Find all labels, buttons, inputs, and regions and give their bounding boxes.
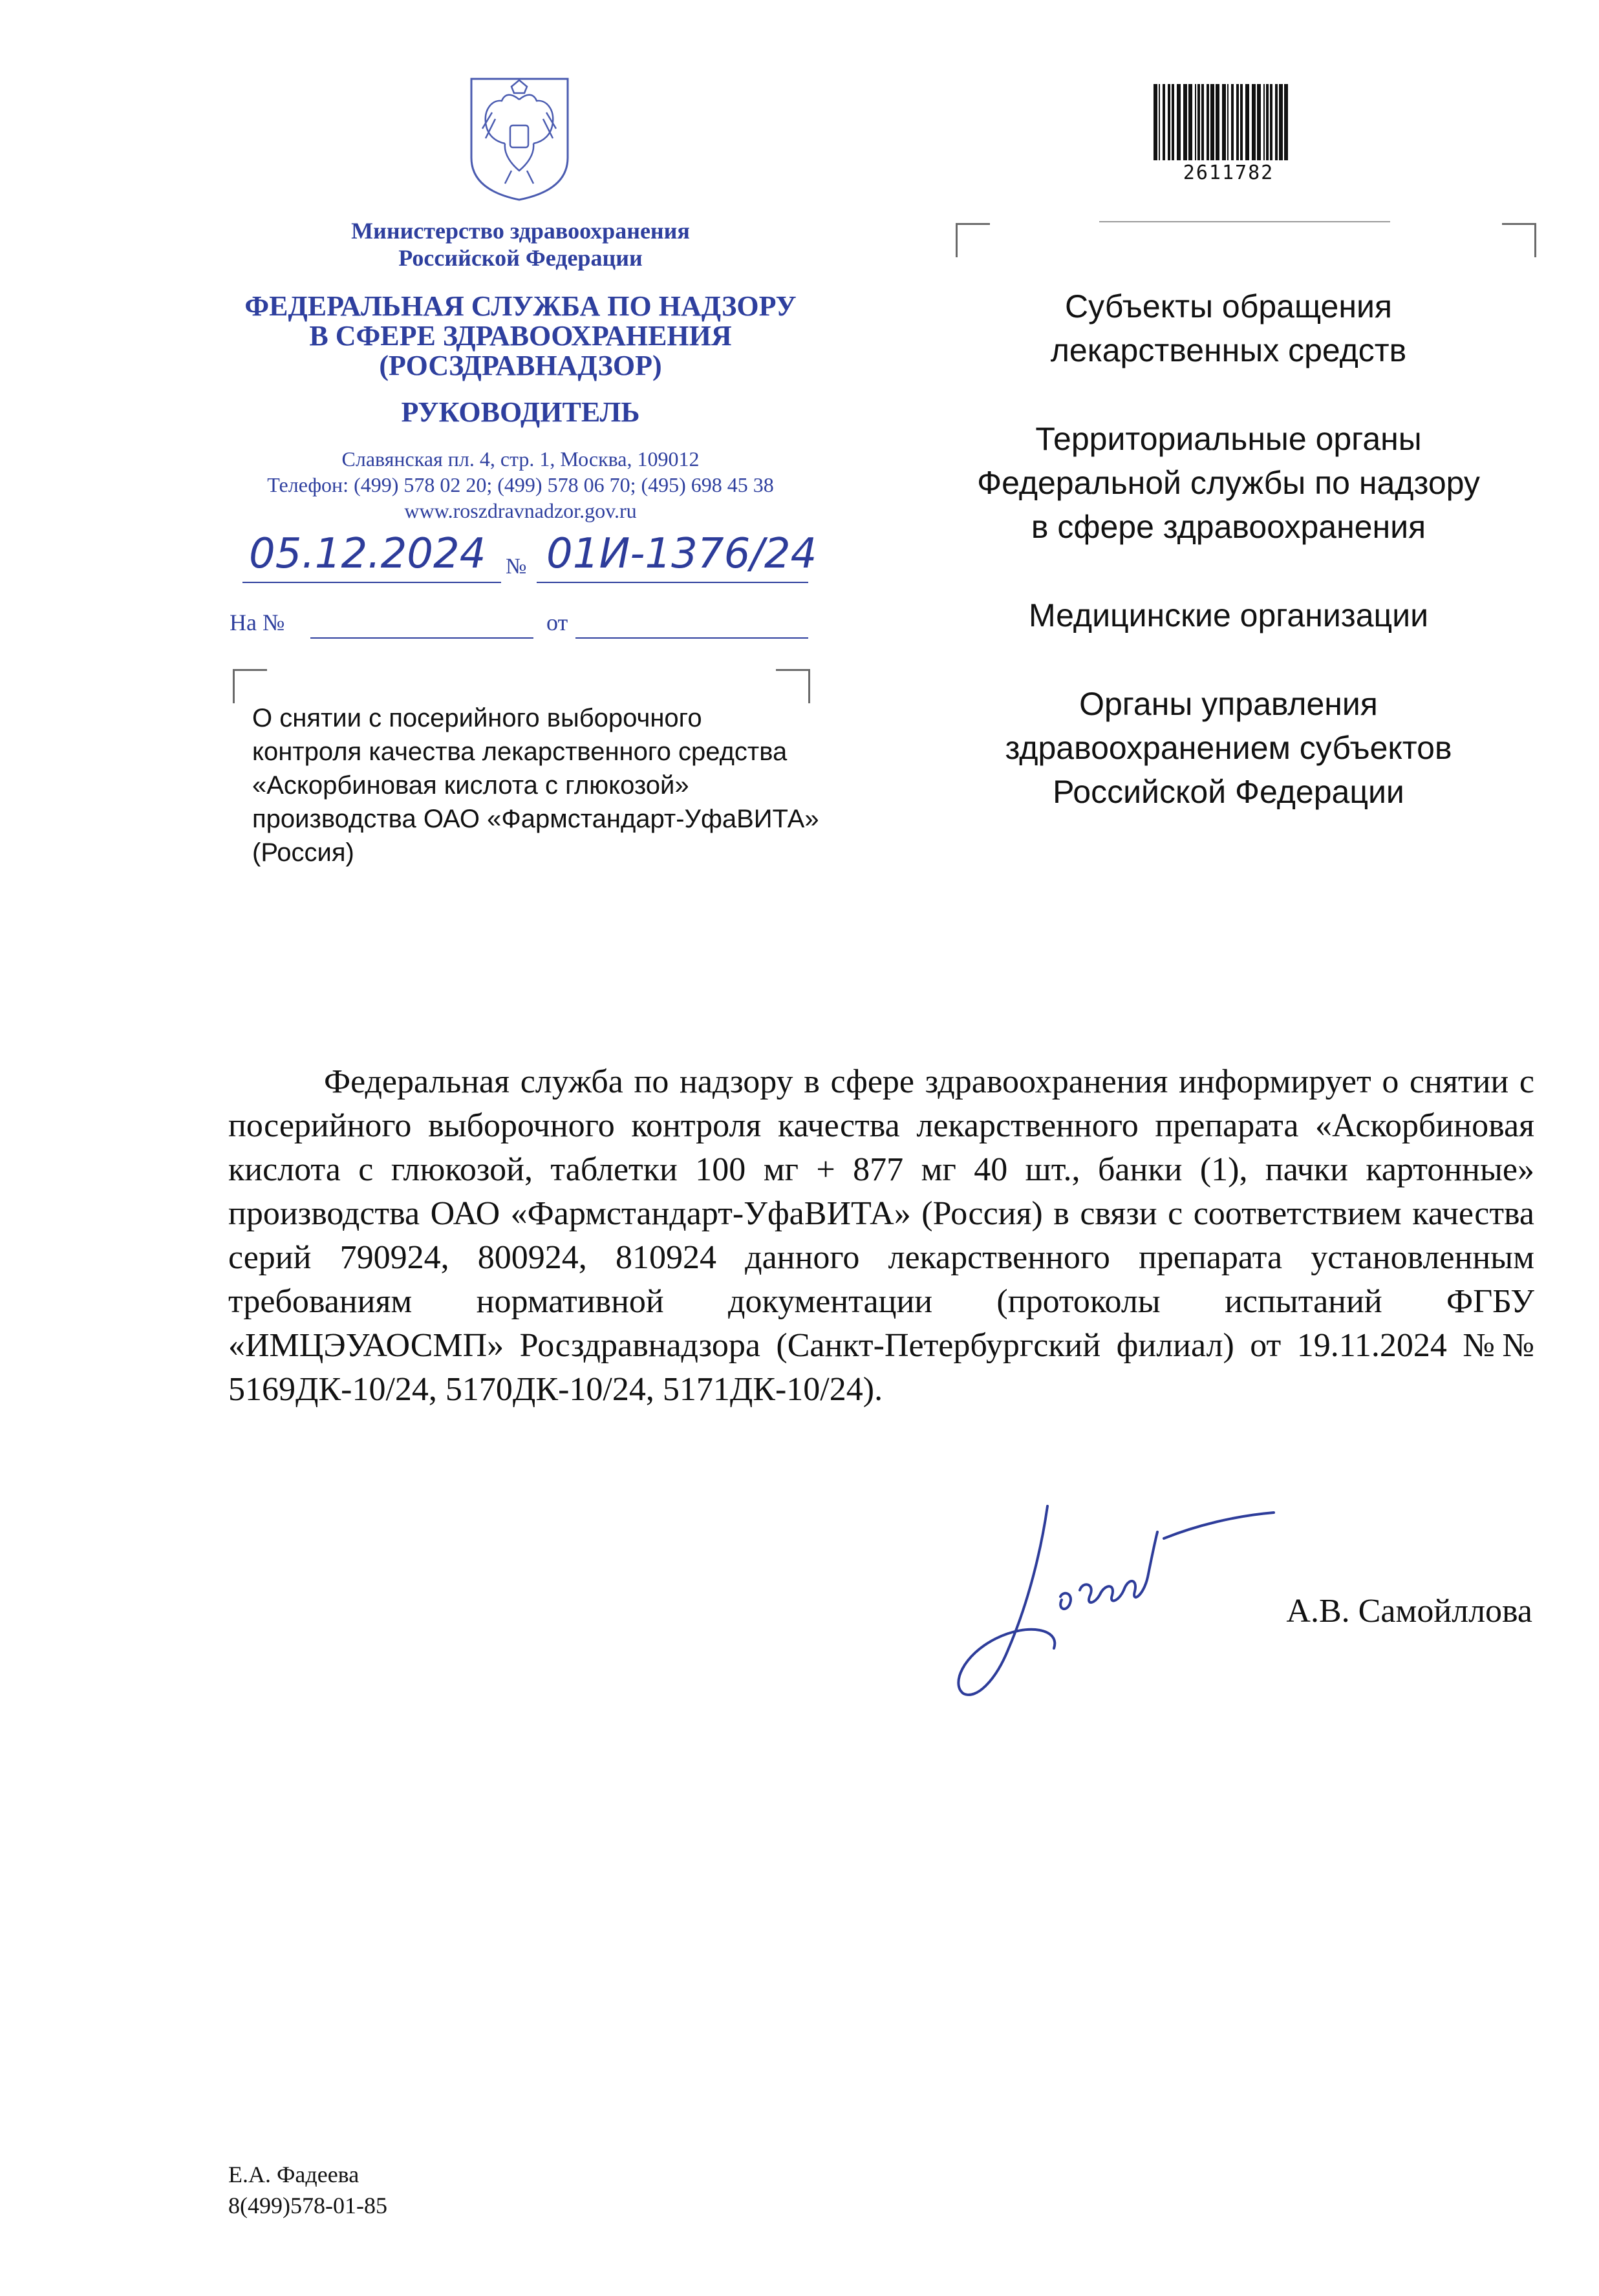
subject-line: О снятии с посерийного выборочного [252,704,702,732]
reference-from-label: от [546,610,568,635]
subject-line: «Аскорбиновая кислота с глюкозой» [252,771,689,800]
addressee-bracket-left [956,223,990,257]
barcode-bar [1284,84,1288,160]
barcode-bar [1240,84,1243,160]
number-sign: № [506,555,527,579]
registration-number: 01И-1376/24 [546,530,817,578]
barcode-bar [1183,84,1187,160]
barcode-bar [1270,84,1272,160]
addressee-line: Российской Федерации [1053,774,1404,810]
barcode-bar [1201,84,1204,160]
subject-line: производства ОАО «Фармстандарт-УфаВИТА» [252,805,819,833]
barcode-bar [1227,84,1229,160]
signer-name: А.В. Самойллова [1286,1593,1532,1630]
ministry-name-line1: Министерство здравоохранения [351,218,690,244]
addressee-line: Медицинские организации [1028,597,1429,633]
barcode-number: 2611782 [1183,162,1274,184]
barcode-bar [1172,84,1174,160]
subject-line: контроля качества лекарственного средства [252,738,788,766]
barcode-bar [1159,84,1160,160]
subject [252,701,899,869]
addressee-top-rule [1099,221,1390,222]
barcode-bar [1275,84,1278,160]
addressee-3 [938,593,1519,637]
number-underline [537,582,808,583]
barcode-bar [1222,84,1226,160]
barcode-bar [1236,84,1239,160]
executor [228,2159,387,2221]
reference-from-underline [575,637,808,639]
service-name-line2: В СФЕРЕ ЗДРАВООХРАНЕНИЯ [309,320,732,352]
barcode-bar [1210,84,1214,160]
service-name-line3: (РОСЗДРАВНАДЗОР) [379,350,662,381]
website: www.roszdravnadzor.gov.ru [404,499,637,522]
barcode-bar [1168,84,1170,160]
phones: Телефон: (499) 578 02 20; (499) 578 06 70; (495) 698 45 38 [267,473,774,496]
barcode-bar [1195,84,1196,160]
reference-label: На № [230,610,285,635]
service-name-line1: ФЕДЕРАЛЬНАЯ СЛУЖБА ПО НАДЗОРУ [244,290,797,322]
barcode-bar [1245,84,1249,160]
barcode-bar [1266,84,1269,160]
subject-bracket-right [776,669,810,703]
date-underline [242,582,501,583]
subject-line: (Россия) [252,838,354,867]
barcode-bar [1177,84,1181,160]
addressee-2 [938,417,1519,549]
barcode-bar [1231,84,1234,160]
barcode-bar [1216,84,1219,160]
barcode-bar [1263,84,1265,160]
reference-underline [310,637,533,639]
barcode-bar [1257,84,1261,160]
addressee-line: лекарственных средств [1050,332,1407,368]
barcode-bar [1154,84,1157,160]
addressee-line: в сфере здравоохранения [1031,509,1426,545]
addressee-line: Территориальные органы [1035,421,1422,457]
addressee-1 [938,284,1519,372]
coat-of-arms-icon [466,74,573,203]
addressee-line: Органы управления [1079,686,1378,722]
body-paragraph: Федеральная служба по надзору в сфере здравоохранения информирует о снятии с посерийного выборочного контроля качества лекарственного препарата «Аскорбиновая кислота с глюкозой, таблетки 100 мг + 877 мг 40 шт., банки (1), пачки картонные» производства ОАО «Фармстандарт-УфаВИТА» (Россия) в связи с соответствием качества серий 790924, 800924, 810924 данного лекарственного препарата установленным требованиям нормативной документации (протоколы испытаний ФГБУ «ИМЦЭУАОСМП» Росздравнадзора (Санкт-Петербургский филиал) от 19.11.2024 №№ 5169ДК-10/24, 5170ДК-10/24, 5171ДК-10/24). [228,1063,1534,1408]
barcode-bar [1207,84,1209,160]
barcode-bar [1163,84,1165,160]
handwritten-signature [950,1500,1287,1719]
executor-phone: 8(499)578-01-85 [228,2193,387,2218]
barcode-bar [1279,84,1283,160]
addressee-line: здравоохранением субъектов [1005,730,1452,766]
letter-body [228,1060,1534,1412]
position-title: РУКОВОДИТЕЛЬ [401,396,640,428]
addressee-line: Федеральной службы по надзору [977,465,1480,501]
addressee-4 [938,682,1519,814]
registration-date: 05.12.2024 [249,530,486,578]
subject-bracket-left [233,669,267,703]
ministry-name-line2: Российской Федерации [398,245,643,271]
executor-name: Е.А. Фадеева [228,2162,360,2187]
addressee-bracket-right [1502,223,1536,257]
addressee-line: Субъекты обращения [1065,288,1392,324]
barcode-bar [1197,84,1200,160]
barcode-bar [1188,84,1192,160]
barcode-icon [1151,84,1306,162]
barcode-bar [1252,84,1256,160]
address: Славянская пл. 4, стр. 1, Москва, 109012 [341,447,700,471]
